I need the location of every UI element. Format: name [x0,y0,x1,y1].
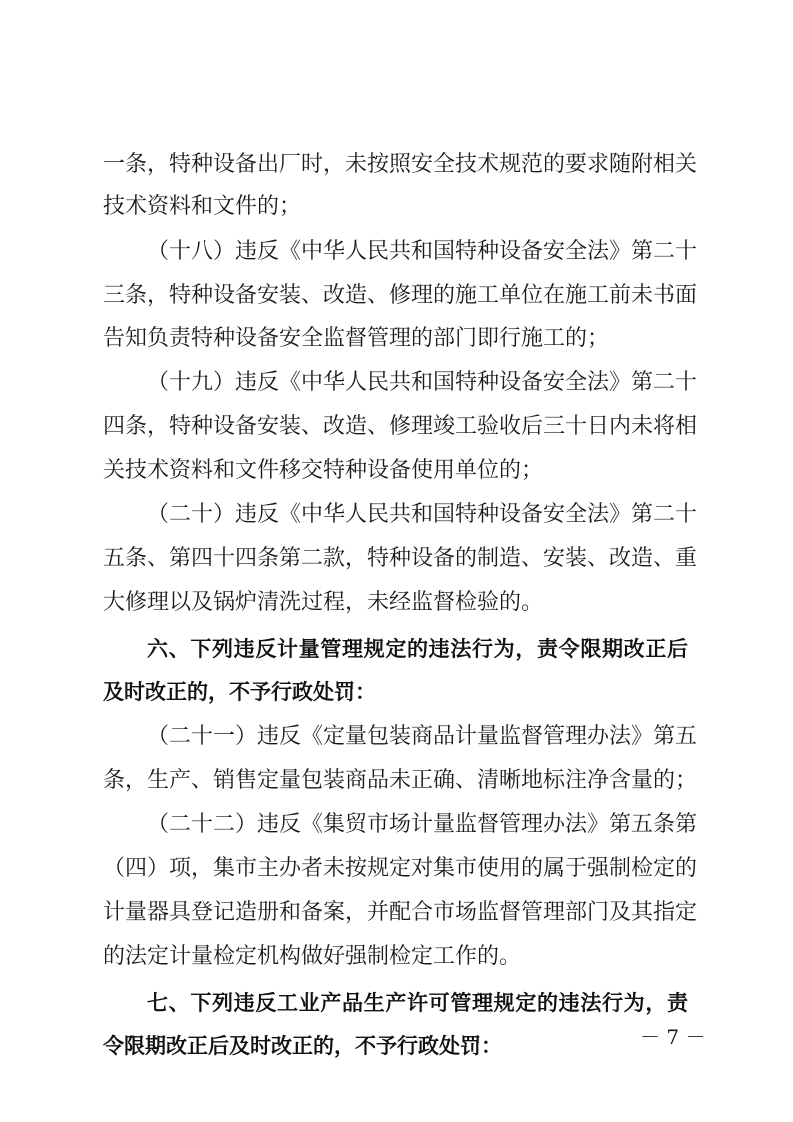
text-line: 计量器具登记造册和备案，并配合市场监督管理部门及其指定 [103,900,698,925]
text-line: （十九）违反《中华人民共和国特种设备安全法》第二十 [147,370,698,395]
text-line: 条，生产、销售定量包装商品未正确、清晰地标注净含量的； [103,768,698,793]
section-heading: 令限期改正后及时改正的，不予行政处罚： [103,1034,502,1058]
text-line: 技术资料和文件的； [103,194,302,219]
text-line: 一条，特种设备出厂时，未按照安全技术规范的要求随附相关 [103,152,698,177]
text-line: 五条、第四十四条第二款，特种设备的制造、安装、改造、重 [103,546,698,571]
section-heading: 六、下列违反计量管理规定的违法行为，责令限期改正后 [147,637,688,661]
text-line: （二十）违反《中华人民共和国特种设备安全法》第二十 [147,502,698,527]
text-line: 大修理以及锅炉清洗过程，未经监督检验的。 [103,590,544,615]
text-line: 四条，特种设备安装、改造、修理竣工验收后三十日内未将相 [103,414,698,439]
text-line: 的法定计量检定机构做好强制检定工作的。 [103,944,522,969]
text-line: （二十二）违反《集贸市场计量监督管理办法》第五条第 [147,812,698,837]
section-heading: 七、下列违反工业产品生产许可管理规定的违法行为，责 [147,991,688,1015]
text-line: 告知负责特种设备安全监督管理的部门即行施工的； [103,326,610,351]
text-line: 三条，特种设备安装、改造、修理的施工单位在施工前未书面 [103,283,698,308]
text-line: （四）项，集市主办者未按规定对集市使用的属于强制检定的 [103,856,698,881]
text-line: （十八）违反《中华人民共和国特种设备安全法》第二十 [147,239,698,264]
page-number: － 7 － [640,1025,706,1049]
text-line: 关技术资料和文件移交特种设备使用单位的； [103,458,544,483]
section-heading: 及时改正的，不予行政处罚： [103,680,376,704]
text-line: （二十一）违反《定量包装商品计量监督管理办法》第五 [147,724,698,749]
